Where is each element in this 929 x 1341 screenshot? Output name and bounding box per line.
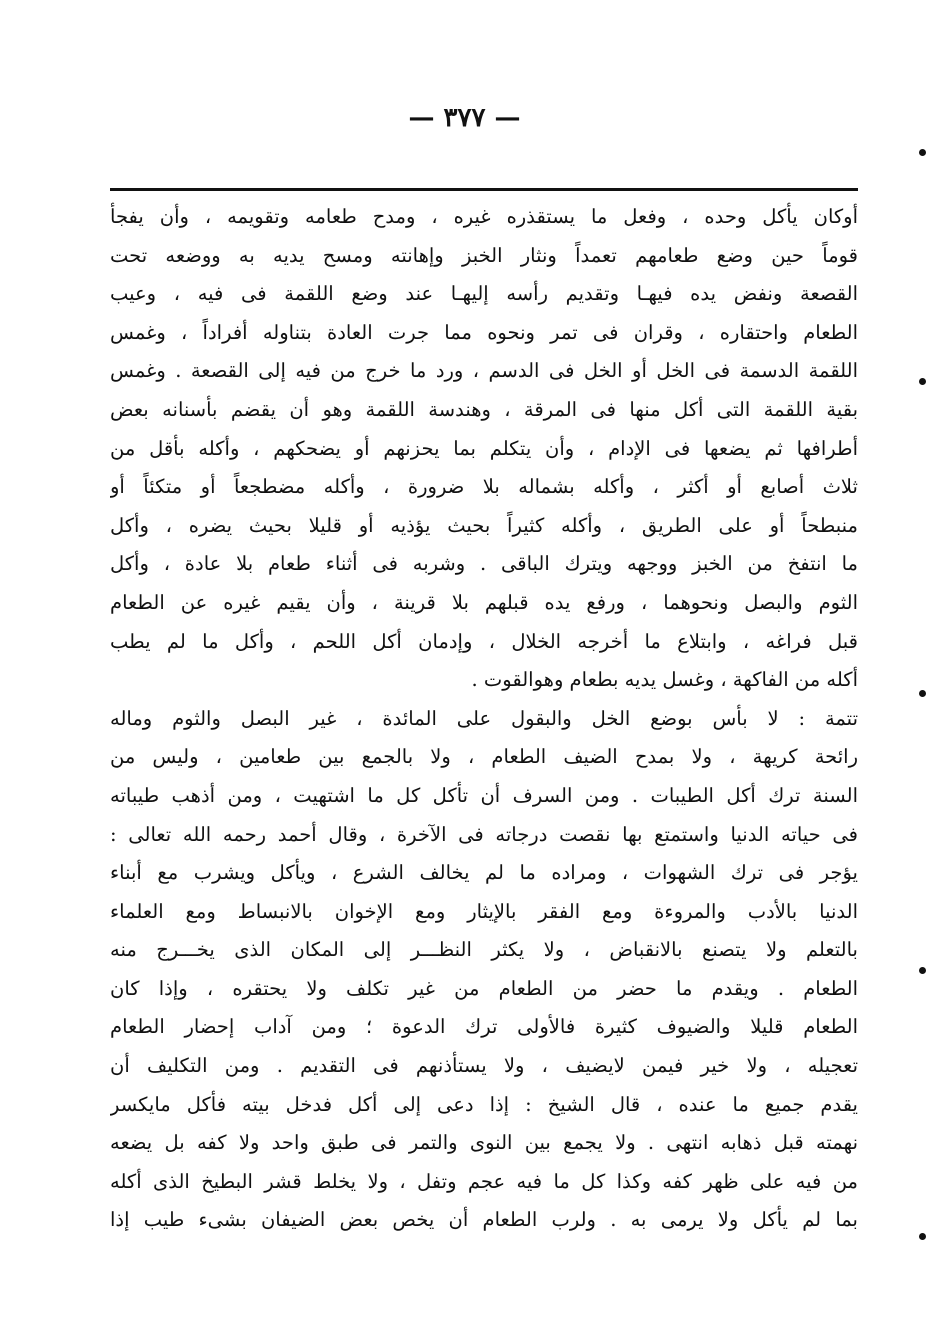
margin-binding-mark bbox=[919, 378, 926, 385]
text-line: اللقمة الدسمة فى الخل أو الخل فى الدسم ، ورد ما خرج من فيه إلى القصعة . وغمس bbox=[110, 359, 858, 383]
text-line: السنة ترك أكل الطيبات . ومن السرف أن تأكل كل ما اشتهيت ، ومن أذهب طيباته bbox=[110, 783, 858, 807]
margin-binding-mark bbox=[919, 690, 926, 697]
body-text bbox=[110, 198, 858, 1240]
text-line: قبل فراغه ، وابتلاع ما أخرجه الخلال ، وإدمان أكل اللحم ، وأكل ما لم يطب bbox=[110, 629, 858, 653]
text-line: منبطحاً أو على الطريق ، وأكله كثيراً بحيث يؤذيه أو قليلا بحيث يضره ، وأكل bbox=[110, 513, 858, 537]
text-line: أطرافها ثم يضعها فى الإدام ، وأن يتكلم بما يحزنهم أو يضحكهم ، وأكله بأقل من bbox=[110, 436, 858, 460]
text-line: ما انتفخ من الخبز ووجهه ويترك الباقى . وشربه فى أثناء طعام بلا عادة ، وأكل bbox=[110, 552, 858, 576]
margin-binding-mark bbox=[919, 149, 926, 156]
page-number: — ٣٧٧ — bbox=[408, 103, 521, 133]
text-line: بقية اللقمة التى أكل منها فى المرقة ، وهندسة اللقمة وهو أن يقضم بأسنانه بعض bbox=[110, 397, 858, 421]
paragraph-1 bbox=[110, 198, 858, 700]
text-line: فى حياته الدنيا واستمتع بها نقصت درجاته فى الآخرة ، وقال أحمد رحمه الله تعالى : bbox=[110, 822, 858, 846]
text-line: يؤجر فى ترك الشهوات ، ومراده ما لم يخالف الشرع ، ويأكل ويشرب مع أبناء bbox=[110, 861, 858, 885]
margin-binding-mark bbox=[919, 967, 926, 974]
text-line: الطعام . ويقدم ما حضر من الطعام من غير تكلف ولا يحتقره ، وإذا كان bbox=[110, 976, 858, 1000]
text-line: تعجيله ، ولا خير فيمن لايضيف ، ولا يستأذنهم فى التقديم . ومن التكليف أن bbox=[110, 1054, 858, 1078]
text-line: بما لم يأكل ولا يرمى به . ولرب الطعام أن يخص بعض الضيفان بشىء طيب إذا bbox=[110, 1208, 858, 1232]
text-line: من فيه على ظهر كفه وكذا كل ما فيه عجم وتفل ، ولا يخلط قشر البطيخ الذى أكله bbox=[110, 1169, 858, 1193]
margin-binding-mark bbox=[919, 1233, 926, 1240]
text-line: نهمته قبل ذهابه انتهى . ولا يجمع بين النوى والتمر فى طبق واحد ولا كفه بل يضعه bbox=[110, 1131, 858, 1155]
text-line: أكله من الفاكهة ، وغسل يديه بطعام وهوالقوت . bbox=[471, 668, 858, 692]
text-line: يقدم جميع ما عنده ، قال الشيخ : إذا دعى إلى أكل فدخل بيته فأكل مايكسر bbox=[110, 1092, 858, 1116]
text-line: الثوم والبصل ونحوهما ، ورفع يده قبلهم بلا قرينة ، وأن يقيم غيره عن الطعام bbox=[110, 590, 858, 614]
text-line: الطعام واحتقاره ، وقران فى تمر ونحوه مما جرت العادة بتناوله أفراداً ، وغمس bbox=[110, 320, 858, 344]
text-line: الطعام قليلا والضيوف كثيرة فالأولى ترك الدعوة ؛ ومن آداب إحضار الطعام bbox=[110, 1015, 858, 1039]
text-line: بالتعلم ولا يتصنع بالانقباض ، ولا يكثر النظـــر إلى المكان الذى يخـــرج منه bbox=[110, 938, 858, 962]
header-rule bbox=[110, 188, 858, 191]
text-line: ثلاث أصابع أو أكثر ، وأكله بشماله بلا ضرورة ، وأكله مضطجعاً أو متكئاً أو bbox=[110, 475, 858, 499]
text-line: قوماً حين وضع طعامهم تعمداً ونثار الخبز وإهانته ومسح يديه به ووضعه تحت bbox=[110, 243, 858, 267]
paragraph-2 bbox=[110, 700, 858, 1240]
text-line: القصعة ونفض يده فيهـا وتقديم رأسه إليهـا عند وضع اللقمة فى فيه ، وعيب bbox=[110, 282, 858, 306]
text-line: أوكان يأكل وحده ، وفعل ما يستقذره غيره ، ومدح طعامه وتقويمه ، وأن يفجأ bbox=[110, 205, 858, 228]
text-line: رائحة كريهة ، ولا بمدح الضيف الطعام ، ولا بالجمع بين طعامين ، وليس من bbox=[110, 745, 858, 769]
text-line: تتمة : لا بأس بوضع الخل والبقول على المائدة ، غير البصل والثوم وماله bbox=[110, 706, 858, 730]
text-line: الدنيا بالأدب والمروءة ومع الفقر بالإيثار ومع الإخوان بالانبساط ومع العلماء bbox=[110, 899, 858, 923]
